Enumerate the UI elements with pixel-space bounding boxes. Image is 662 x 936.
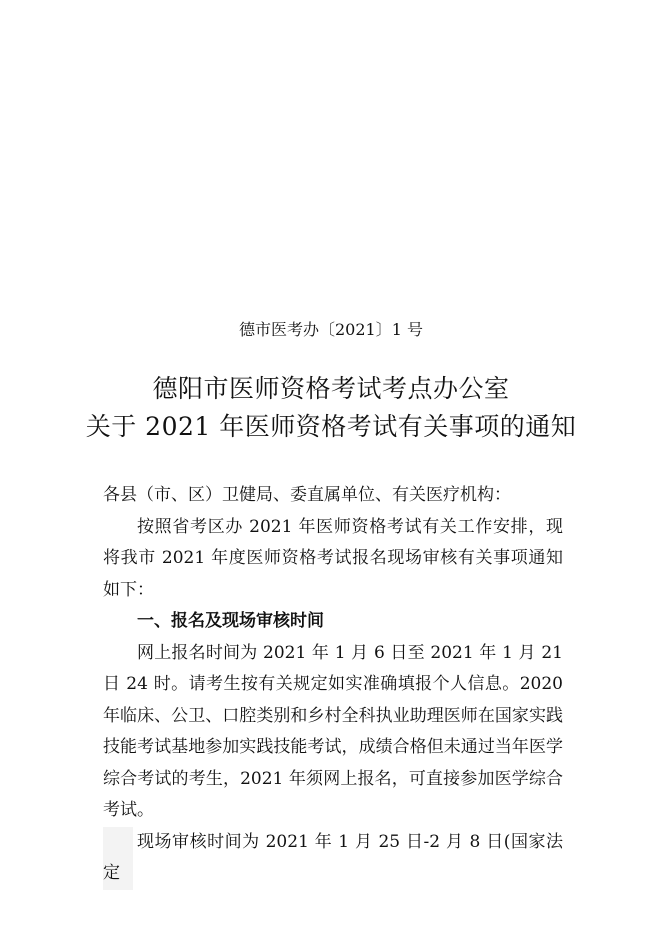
section-1-heading: 一、报名及现场审核时间 bbox=[137, 611, 324, 631]
document-number: 德市医考办〔2021〕1 号 bbox=[239, 320, 423, 339]
section-1-paragraph-2: 现场审核时间为 2021 年 1 月 25 日-2 月 8 日(国家法定 bbox=[103, 827, 563, 890]
document-body bbox=[103, 480, 563, 890]
document-title-line-2: 关于 2021 年医师资格考试有关事项的通知 bbox=[85, 412, 577, 441]
document-title-line-1: 德阳市医师资格考试考点办公室 bbox=[152, 374, 510, 403]
section-1-paragraph-1: 网上报名时间为 2021 年 1 月 6 日至 2021 年 1 月 21 日 24 时。请考生按有关规定如实准确填报个人信息。2020 年临床、公卫、口腔类别和乡村全科执业助理医师在国家实践技能考试基地参加实践技能考试，成绩合格但未通过当年医学综合考试的考生，2021 年须网上报名，可直接参加医学综合考试。 bbox=[103, 642, 563, 820]
intro-paragraph: 按照省考区办 2021 年医师资格考试有关工作安排，现将我市 2021 年度医师资格考试报名现场审核有关事项通知如下： bbox=[103, 516, 563, 600]
salutation: 各县（市、区）卫健局、委直属单位、有关医疗机构： bbox=[103, 485, 511, 505]
